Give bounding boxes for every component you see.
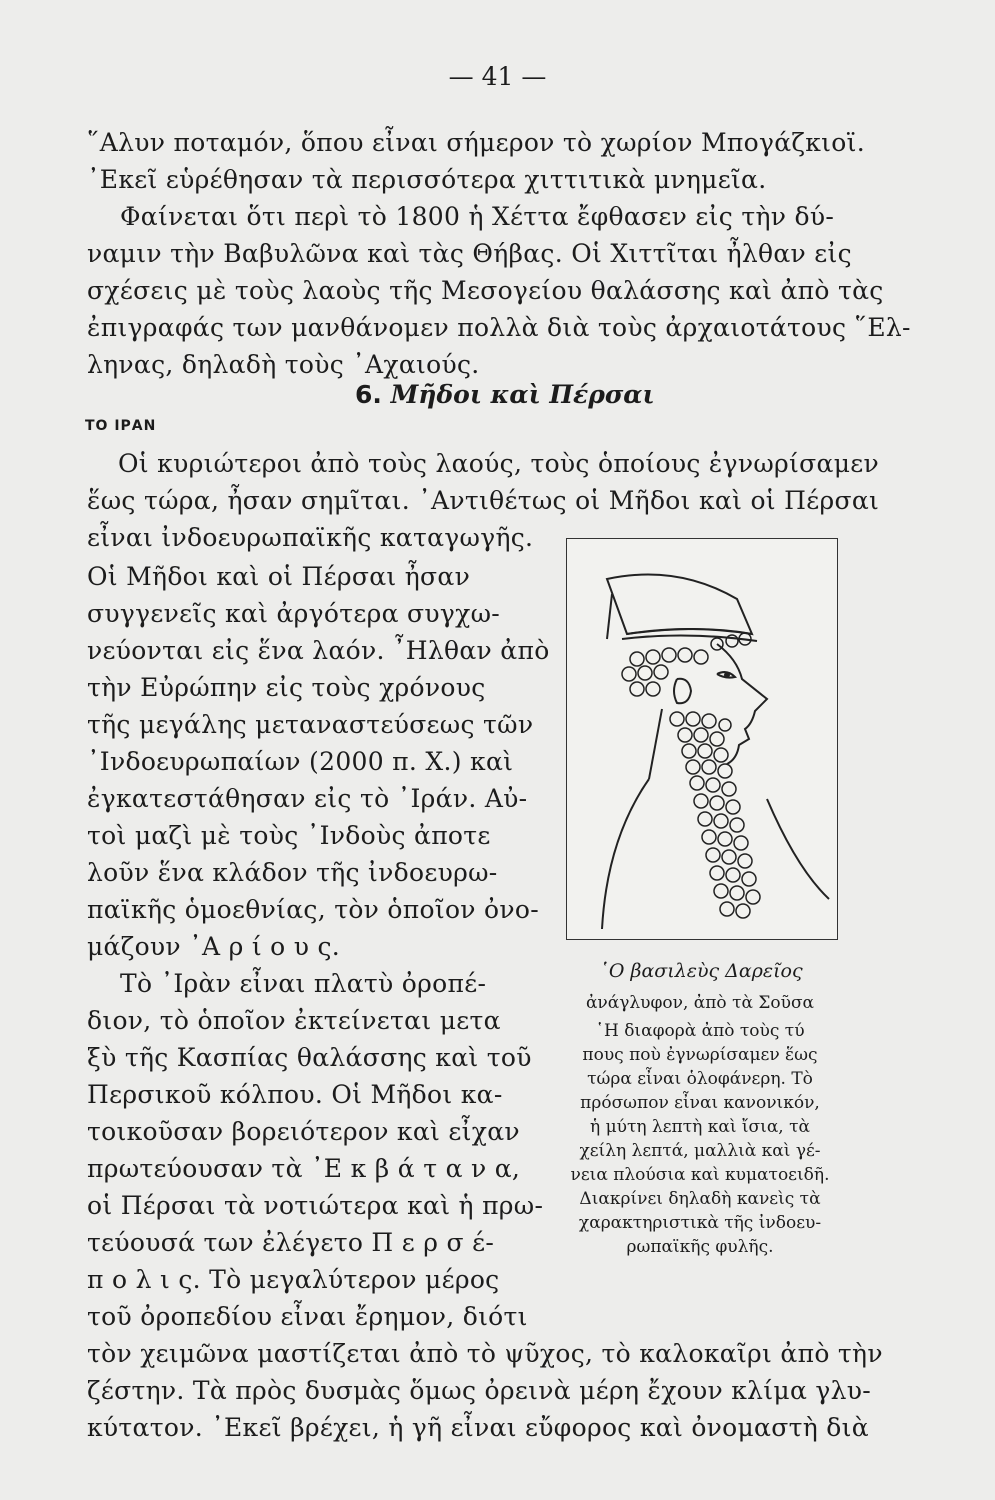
paragraph-line: ἕως τώρα, ἦσαν σημῖται. ᾿Αντιθέτως οἱ Μῆδοι καὶ οἱ Πέρσαι [87,486,880,515]
figure-caption-title: ῾Ο βασιλεὺς Δαρεῖος [599,960,803,982]
paragraph-line: ἐπιγραφάς των μανθάνομεν πολλὰ διὰ τοὺς ἀρχαιοτάτους ῞Ελ- [87,313,911,342]
paragraph-line: Οἱ Μῆδοι καὶ οἱ Πέρσαι ἦσαν [87,562,471,591]
paragraph-line: λοῦν ἕνα κλάδον τῆς ἰνδοευρω- [87,858,498,887]
paragraph-line: ᾿Ινδοευρωπαίων (2000 π. Χ.) καὶ [87,747,514,776]
side-heading: ΤΟ ΙΡΑΝ [85,418,157,434]
paragraph-line: ῞Αλυν ποταμόν, ὅπου εἶναι σήμερον τὸ χωρίον Μπογάζκιοϊ. [87,128,865,157]
paragraph-line: ᾿Εκεῖ εὑρέθησαν τὰ περισσότερα χιττιτικὰ μνημεῖα. [87,165,767,194]
paragraph-line: ξὺ τῆς Κασπίας θαλάσσης καὶ τοῦ [87,1043,532,1072]
figure-caption-line: ἀνάγλυφον, ἀπὸ τὰ Σοῦσα [585,993,815,1013]
paragraph-line: κύτατον. ᾿Εκεῖ βρέχει, ἡ γῆ εἶναι εὔφορος καὶ ὀνομαστὴ διὰ [87,1413,869,1442]
paragraph-line: νεύονται εἰς ἕνα λαόν. ῏Ηλθαν ἀπὸ [87,636,550,665]
figure-caption-line: πους ποὺ ἐγνωρίσαμεν ἕως [582,1045,818,1065]
paragraph-line: Φαίνεται ὅτι περὶ τὸ 1800 ἡ Χέττα ἔφθασεν εἰς τὴν δύ- [120,202,835,231]
figure-caption-line: χείλη λεπτά, μαλλιὰ καὶ γέ- [579,1141,821,1161]
section-number: 6. [355,380,382,409]
figure-caption-line: ῾Η διαφορὰ ἀπὸ τοὺς τύ [595,1021,805,1041]
figure-caption-line: ἡ μύτη λεπτὴ καὶ ἴσια, τὰ [590,1117,810,1137]
paragraph-line: π ο λ ι ς. Τὸ μεγαλύτερον μέρος [87,1265,500,1294]
section-title: Μῆδοι καὶ Πέρσαι [390,380,655,409]
paragraph-line: διον, τὸ ὁποῖον ἐκτείνεται μετα [87,1006,501,1035]
paragraph-line: τὴν Εὐρώπην εἰς τοὺς χρόνους [87,673,486,702]
darius-relief-illustration [566,538,838,940]
paragraph-line: Περσικοῦ κόλπου. Οἱ Μῆδοι κα- [87,1080,503,1109]
paragraph-line: μάζουν ᾿Α ρ ί ο υ ς. [87,932,341,961]
paragraph-line: παϊκῆς ὁμοεθνίας, τὸν ὁποῖον ὀνο- [87,895,540,924]
paragraph-line: ναμιν τὴν Βαβυλῶνα καὶ τὰς Θήβας. Οἱ Χιττῖται ἦλθαν εἰς [87,239,852,268]
paragraph-line: πρωτεύουσαν τὰ ᾿Ε κ β ά τ α ν α, [87,1154,521,1183]
paragraph-line: σχέσεις μὲ τοὺς λαοὺς τῆς Μεσογείου θαλάσσης καὶ ἀπὸ τὰς [87,276,884,305]
paragraph-line: οἱ Πέρσαι τὰ νοτιώτερα καὶ ἡ πρω- [87,1191,544,1220]
paragraph-line: ζέστην. Τὰ πρὸς δυσμὰς ὅμως ὀρεινὰ μέρη ἔχουν κλίμα γλυ- [87,1376,872,1405]
paragraph-line: τοῦ ὀροπεδίου εἶναι ἔρημον, διότι [87,1302,528,1331]
paragraph-line: Οἱ κυριώτεροι ἀπὸ τοὺς λαούς, τοὺς ὁποίους ἐγνωρίσαμεν [118,449,879,478]
darius-profile-drawing [567,539,837,939]
section-heading [355,380,655,409]
paragraph-line: τοικοῦσαν βορειότερον καὶ εἶχαν [87,1117,520,1146]
paragraph-line: Τὸ ᾿Ιρὰν εἶναι πλατὺ ὀροπέ- [120,969,487,998]
paragraph-line: τὸν χειμῶνα μαστίζεται ἀπὸ τὸ ψῦχος, τὸ καλοκαῖρι ἀπὸ τὴν [87,1339,883,1368]
figure-caption-line: νεια πλούσια καὶ κυματοειδῆ. [570,1165,830,1185]
page-number: — 41 — [448,62,547,91]
paragraph-line: ἐγκατεστάθησαν εἰς τὸ ᾿Ιράν. Αὐ- [87,784,528,813]
paragraph-line: τῆς μεγάλης μεταναστεύσεως τῶν [87,710,534,739]
paragraph-line: τεύουσά των ἐλέγετο Π ε ρ σ έ- [87,1228,495,1257]
paragraph-line: ληνας, δηλαδὴ τοὺς ᾿Αχαιούς. [87,350,480,379]
paragraph-line: τοὶ μαζὶ μὲ τοὺς ᾿Ινδοὺς ἀποτε [87,821,491,850]
figure-caption-line: Διακρίνει δηλαδὴ κανεὶς τὰ [579,1189,821,1209]
figure-caption-line: χαρακτηριστικὰ τῆς ἰνδοευ- [578,1213,822,1233]
figure-caption-line: τώρα εἶναι ὁλοφάνερη. Τὸ [587,1069,813,1089]
figure-caption-line: ρωπαϊκῆς φυλῆς. [626,1237,774,1257]
figure-caption-line: πρόσωπον εἶναι κανονικόν, [580,1093,820,1113]
paragraph-line: συγγενεῖς καὶ ἀργότερα συγχω- [87,599,501,628]
paragraph-line: εἶναι ἰνδοευρωπαϊκῆς καταγωγῆς. [87,523,534,552]
